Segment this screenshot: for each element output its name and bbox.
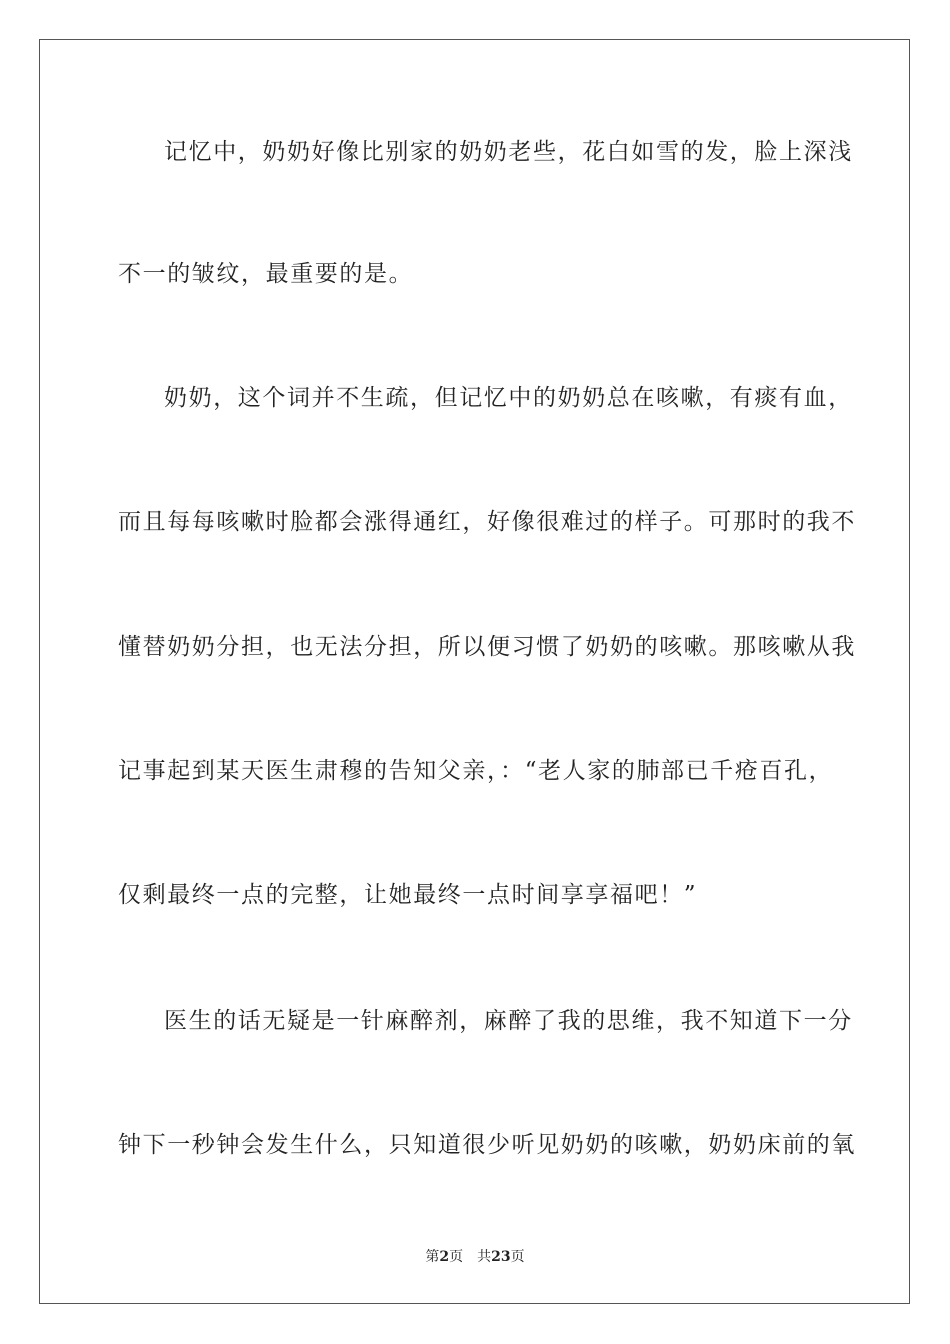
paragraph-2-line-4: 记事起到某天医生肃穆的告知父亲，：“老人家的肺部已千疮百孔，: [118, 758, 834, 784]
paragraph-2-line-3: 懂替奶奶分担，也无法分担，所以便习惯了奶奶的咳嗽。那咳嗽从我: [118, 634, 856, 660]
page-current: 2: [439, 1249, 450, 1265]
page-prefix: 第: [425, 1249, 440, 1265]
paragraph-2-line-1: 奶奶，这个词并不生疏，但记忆中的奶奶总在咳嗽，有痰有血，: [164, 385, 853, 411]
page-suffix: 页: [449, 1249, 464, 1265]
page-border: [39, 39, 910, 1304]
paragraph-1-line-2: 不一的皱纹，最重要的是。: [118, 261, 414, 287]
page-footer: [0, 1248, 950, 1266]
paragraph-2-line-2: 而且每每咳嗽时脸都会涨得通红，好像很难过的样子。可那时的我不: [118, 509, 856, 535]
total-prefix: 共: [477, 1249, 492, 1265]
paragraph-3-line-1: 医生的话无疑是一针麻醉剂，麻醉了我的思维，我不知道下一分: [164, 1008, 853, 1034]
paragraph-3-line-2: 钟下一秒钟会发生什么，只知道很少听见奶奶的咳嗽，奶奶床前的氧: [118, 1132, 856, 1158]
page-total: 23: [491, 1249, 511, 1265]
paragraph-1-line-1: 记忆中，奶奶好像比别家的奶奶老些，花白如雪的发，脸上深浅: [164, 139, 853, 165]
paragraph-2-line-5: 仅剩最终一点的完整，让她最终一点时间享享福吧！”: [118, 882, 698, 908]
total-suffix: 页: [510, 1249, 525, 1265]
